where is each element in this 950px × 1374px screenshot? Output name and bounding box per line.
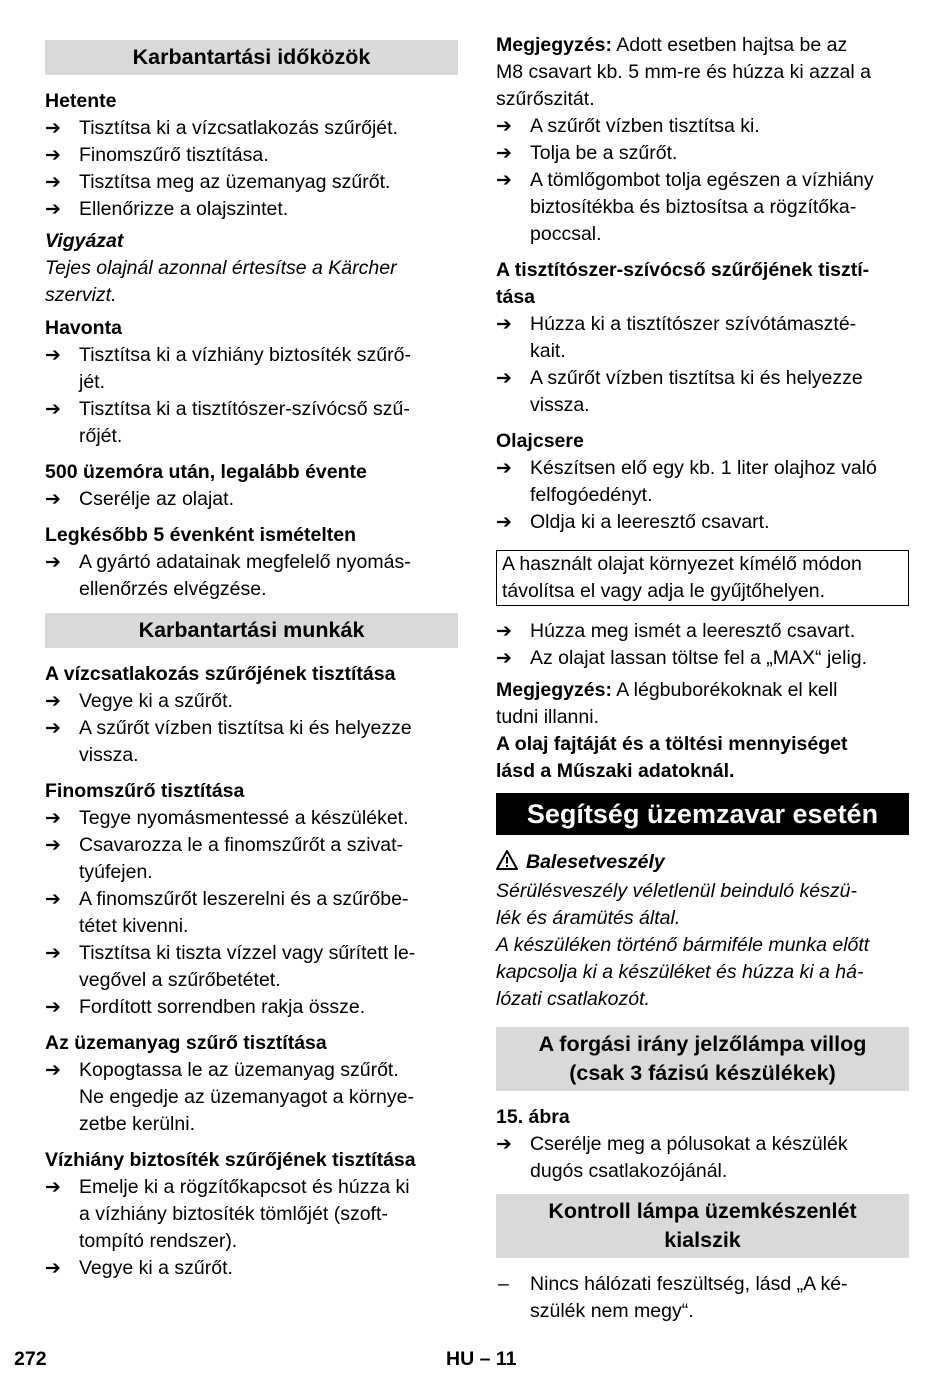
arrow-right-icon: ➔ (496, 512, 512, 533)
caution-text: Tejes olajnál azonnal értesítse a Kärcher szervizt. (45, 257, 397, 306)
list-item: ➔ Tisztítsa ki a tisztítószer-szívócső szű- rőjét. (45, 398, 410, 447)
section-title-maintenance-intervals: Karbantartási időközök (45, 40, 458, 75)
note-paragraph: Megjegyzés: A légbuborékoknak el kell tudni illanni. (496, 679, 838, 728)
list-item: ➔ Vegye ki a szűrőt. (45, 1255, 458, 1282)
heading-detergent-filter: A tisztítószer-szívócső szűrőjének tisztí- tása (496, 259, 870, 308)
arrow-right-icon: ➔ (496, 648, 512, 669)
arrow-right-icon: ➔ (45, 691, 61, 712)
arrow-right-icon: ➔ (45, 1060, 61, 1081)
section-title-control-lamp: Kontroll lámpa üzemkészenlét kialszik (496, 1194, 909, 1258)
list-item: ➔ Cserélje az olajat. (45, 486, 458, 513)
arrow-right-icon: ➔ (496, 170, 512, 191)
list-item: ➔ Húzza ki a tisztítószer szívótámaszté- kait. (496, 313, 857, 362)
arrow-right-icon: ➔ (45, 943, 61, 964)
list-item: ➔ Ellenőrizze a olajszintet. (45, 196, 458, 223)
chapter-title-troubleshooting: Segítség üzemzavar esetén (496, 793, 909, 835)
arrow-right-icon: ➔ (496, 1134, 512, 1155)
arrow-right-icon: ➔ (496, 143, 512, 164)
heading-water-shortage-filter: Vízhiány biztosíték szűrőjének tisztítása (45, 1149, 416, 1171)
right-column (496, 32, 909, 1325)
list-item: ➔ A tömlőgombot tolja egészen a vízhiány biztosítékba és biztosítsa a rögzítőka- poccsal. (496, 169, 874, 245)
section-title-rotation-lamp: A forgási irány jelzőlámpa villog (csak 3 fázisú készülékek) (496, 1027, 909, 1091)
arrow-right-icon: ➔ (496, 621, 512, 642)
list-item: ➔ Finomszűrő tisztítása. (45, 142, 458, 169)
heading-monthly: Havonta (45, 317, 122, 339)
list-item: ➔ Húzza meg ismét a leeresztő csavart. (496, 618, 909, 645)
arrow-right-icon: ➔ (45, 345, 61, 366)
list-item: ➔ Tisztítsa ki a vízhiány biztosíték szűrő- jét. (45, 344, 411, 393)
note-paragraph: Megjegyzés: Adott esetben hajtsa be az M8 csavart kb. 5 mm-re és húzza ki azzal a szűrőszitát. (496, 34, 871, 110)
arrow-right-icon: ➔ (45, 489, 61, 510)
arrow-right-icon: ➔ (45, 118, 61, 139)
danger-text: Sérülésveszély véletlenül beinduló készü- lék és áramütés által. A készüléken történő bármiféle munka előtt kapcsolja ki a készüléket és húzza ki a há- lózati csatlakozót. (496, 880, 870, 1010)
list-item: ➔ Tisztítsa ki a vízcsatlakozás szűrőjét. (45, 115, 458, 142)
list-item: ➔ A szűrőt vízben tisztítsa ki. (496, 113, 909, 140)
list-item: – Nincs hálózati feszültség, lásd „A ké- szülék nem megy“. (498, 1273, 848, 1322)
arrow-right-icon: ➔ (496, 368, 512, 389)
arrow-right-icon: ➔ (45, 1177, 61, 1198)
heading-fuel-filter: Az üzemanyag szűrő tisztítása (45, 1032, 327, 1054)
list-item: ➔ Kopogtassa le az üzemanyag szűrőt. Ne engedje az üzemanyagot a környe- zetbe kerülni. (45, 1059, 414, 1135)
heading-5-years: Legkésőbb 5 évenként ismételten (45, 524, 357, 546)
dash-bullet: – (498, 1273, 509, 1295)
list-item: ➔ Tisztítsa ki tiszta vízzel vagy sűrített le- vegővel a szűrőbetétet. (45, 942, 416, 991)
arrow-right-icon: ➔ (45, 889, 61, 910)
arrow-right-icon: ➔ (45, 718, 61, 739)
arrow-right-icon: ➔ (45, 199, 61, 220)
list-item: ➔ Emelje ki a rögzítőkapcsot és húzza ki a vízhiány biztosíték tömlőjét (szoft- tompító rendszer). (45, 1176, 410, 1252)
warning-triangle-icon (496, 850, 518, 878)
danger-label: Balesetveszély (496, 849, 909, 878)
page-label: HU – 11 (446, 1348, 517, 1370)
heading-oil-change: Olajcsere (496, 430, 584, 452)
list-item: ➔ Tegye nyomásmentessé a készüléket. (45, 805, 458, 832)
heading-500-hours: 500 üzemóra után, legalább évente (45, 461, 367, 483)
environment-note-box: A használt olajat környezet kímélő módon távolítsa el vagy adja le gyűjtőhelyen. (496, 550, 909, 606)
list-item: ➔ Tolja be a szűrőt. (496, 140, 909, 167)
list-item: ➔ Az olajat lassan töltse fel a „MAX“ jelig. (496, 645, 909, 672)
list-item: ➔ Csavarozza le a finomszűrőt a szivat- tyúfejen. (45, 834, 404, 883)
arrow-right-icon: ➔ (45, 399, 61, 420)
bold-note: A olaj fajtáját és a töltési mennyiséget lásd a Műszaki adatoknál. (496, 733, 848, 782)
list-item: ➔ Fordított sorrendben rakja össze. (45, 994, 458, 1021)
arrow-right-icon: ➔ (45, 552, 61, 573)
arrow-right-icon: ➔ (45, 145, 61, 166)
arrow-right-icon: ➔ (496, 314, 512, 335)
left-column (45, 32, 458, 1282)
list-item: ➔ Cserélje meg a pólusokat a készülék dugós csatlakozójánál. (496, 1133, 848, 1182)
list-item: ➔ Tisztítsa meg az üzemanyag szűrőt. (45, 169, 458, 196)
figure-reference: 15. ábra (496, 1106, 570, 1128)
caution-label: Vigyázat (45, 230, 124, 252)
section-title-maintenance-work: Karbantartási munkák (45, 613, 458, 648)
heading-water-filter: A vízcsatlakozás szűrőjének tisztítása (45, 663, 396, 685)
page-number: 272 (14, 1348, 47, 1370)
arrow-right-icon: ➔ (45, 835, 61, 856)
arrow-right-icon: ➔ (496, 116, 512, 137)
list-item: ➔ A finomszűrőt leszerelni és a szűrőbe- tétet kivenni. (45, 888, 409, 937)
heading-weekly: Hetente (45, 90, 117, 112)
heading-fine-filter: Finomszűrő tisztítása (45, 780, 245, 802)
list-item: ➔ Oldja ki a leeresztő csavart. (496, 509, 909, 536)
arrow-right-icon: ➔ (45, 172, 61, 193)
arrow-right-icon: ➔ (45, 808, 61, 829)
list-item: ➔ Készítsen elő egy kb. 1 liter olajhoz való felfogóedényt. (496, 457, 877, 506)
list-item: ➔ A szűrőt vízben tisztítsa ki és helyezze vissza. (45, 717, 412, 766)
list-item: ➔ Vegye ki a szűrőt. (45, 688, 458, 715)
arrow-right-icon: ➔ (496, 458, 512, 479)
arrow-right-icon: ➔ (45, 1258, 61, 1279)
list-item: ➔ A szűrőt vízben tisztítsa ki és helyezze vissza. (496, 367, 863, 416)
arrow-right-icon: ➔ (45, 997, 61, 1018)
list-item: ➔ A gyártó adatainak megfelelő nyomás- ellenőrzés elvégzése. (45, 551, 411, 600)
